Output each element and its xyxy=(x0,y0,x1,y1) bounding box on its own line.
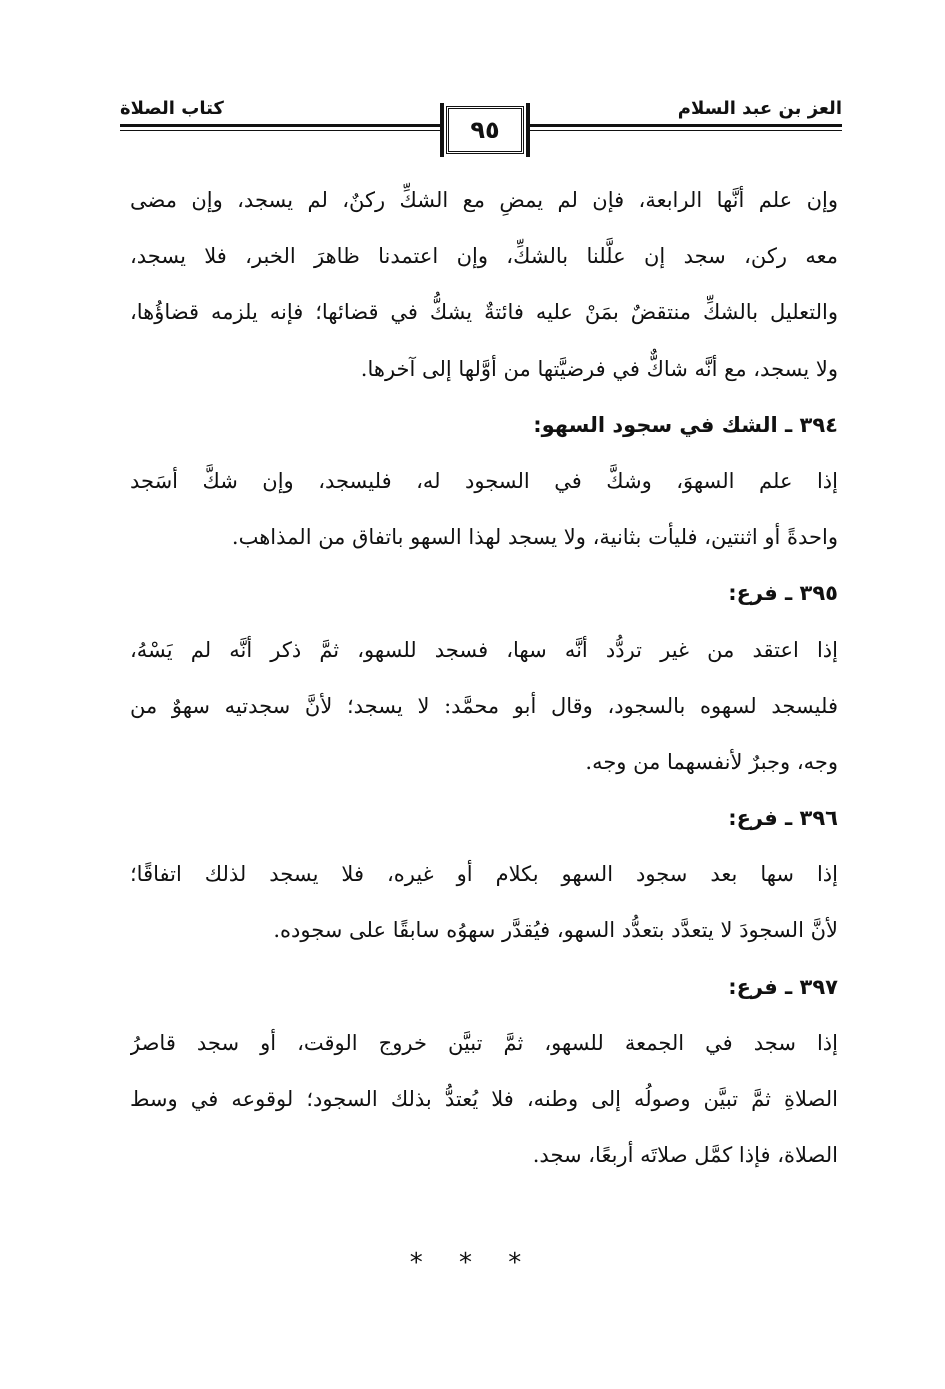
text-line: وإن علم أنَّها الرابعة، فإن لم يمضِ مع الشكِّ ركنٌ، لم يسجد، وإن مضى xyxy=(130,188,838,212)
header-rule xyxy=(120,130,442,131)
section-heading: ٣٩٥ ـ فرع: xyxy=(728,581,838,606)
text-line: فليسجد لسهوه بالسجود، وقال أبو محمَّد: لا يسجد؛ لأنَّ سجدتيه سهوٌ من xyxy=(130,693,838,718)
text-line: لأنَّ السجودَ لا يتعدَّد بتعدُّد السهو، فيُقدَّر سهوُه سابقًا على سجوده. xyxy=(273,918,838,943)
page-number-frame xyxy=(446,106,524,154)
running-header xyxy=(120,98,842,158)
header-rule xyxy=(120,124,442,127)
section-heading: ٣٩٤ ـ الشك في سجود السهو: xyxy=(533,412,838,437)
page-body xyxy=(130,172,838,1183)
text-line: وجه، وجبرٌ لأنفسهما من وجه. xyxy=(585,749,838,774)
page-number: ٩٥ xyxy=(470,116,500,144)
text-line: إذا علم السهوَ، وشكَّ في السجود له، فليسجد، وإن شكَّ أسَجد xyxy=(130,468,838,493)
book-title: كتاب الصلاة xyxy=(120,98,224,119)
text-line: الصلاةِ ثمَّ تبيَّن وصولُه إلى وطنه، فلا يُعتدُّ بذلك السجود؛ لوقوعه في وسط xyxy=(130,1087,838,1111)
text-line: معه ركن، سجد إن علَّلنا بالشكِّ، وإن اعتمدنا ظاهرَ الخبر، فلا يسجد، xyxy=(130,244,838,269)
text-line: ولا يسجد، مع أنَّه شاكٌّ في فرضيَّتها من أوَّلها إلى آخرها. xyxy=(360,356,838,381)
text-line: والتعليل بالشكِّ منتقضٌ بمَنْ عليه فائتةٌ يشكُّ في قضائها؛ فإنه يلزمه قضاؤُها، xyxy=(130,300,838,325)
section-separator: * * * xyxy=(409,1248,536,1278)
section-heading: ٣٩٧ ـ فرع: xyxy=(728,974,838,999)
text-line: الصلاة، فإذا كمَّل صلاتَه أربعًا، سجد. xyxy=(532,1143,838,1168)
header-rule xyxy=(528,124,842,127)
section-heading: ٣٩٦ ـ فرع: xyxy=(728,806,838,831)
header-rule xyxy=(528,130,842,131)
author-name: العز بن عبد السلام xyxy=(677,98,842,119)
text-line: إذا سجد في الجمعة للسهو، ثمَّ تبيَّن خروج الوقت، أو سجد قاصرُ xyxy=(130,1030,838,1055)
text-line: واحدةً أو اثنتين، فليأت بثانية، ولا يسجد لهذا السهو باتفاق من المذاهب. xyxy=(231,525,838,550)
text-line: إذا اعتقد من غير تردُّد أنَّه سها، فسجد للسهو، ثمَّ ذكر أنَّه لم يَسْهُ، xyxy=(130,637,838,662)
text-line: إذا سها بعد سجود السهو بكلام أو غيره، فلا يسجد لذلك اتفاقًا؛ xyxy=(130,862,838,887)
